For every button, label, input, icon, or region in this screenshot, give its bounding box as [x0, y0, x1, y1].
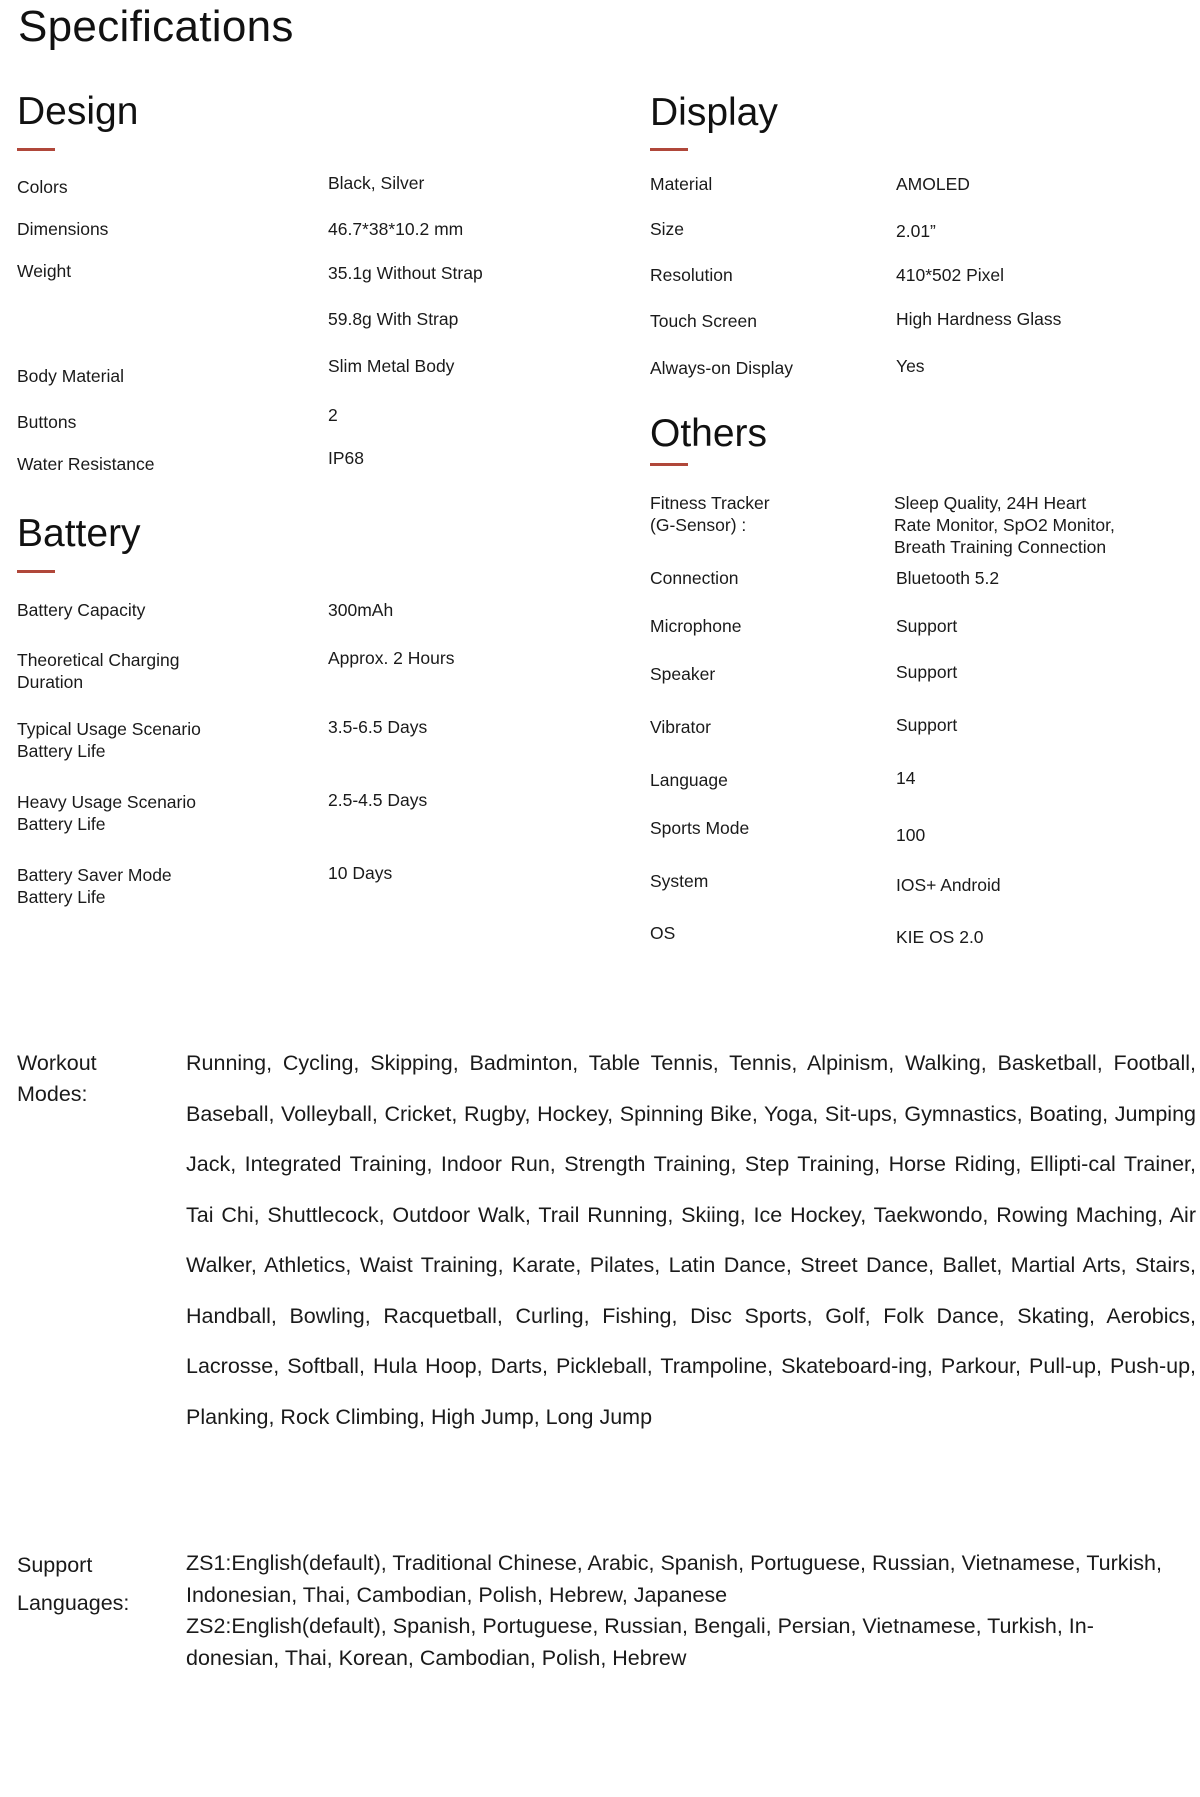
spec-label: Connection: [650, 568, 739, 588]
spec-label: Battery Capacity: [17, 600, 146, 620]
spec-value: 100: [896, 825, 926, 845]
spec-label: Fitness Tracker (G-Sensor) :: [650, 493, 770, 535]
spec-value: 2.01”: [896, 221, 936, 241]
spec-value: IOS+ Android: [896, 875, 1001, 895]
spec-label: Material: [650, 174, 713, 194]
spec-label: Body Material: [17, 366, 124, 386]
spec-label: System: [650, 871, 709, 891]
design-title: Design: [17, 90, 139, 133]
spec-label: Typical Usage Scenario Battery Life: [17, 719, 201, 761]
spec-label: Vibrator: [650, 717, 711, 737]
spec-value: IP68: [328, 448, 364, 468]
languages-zs1: ZS1:English(default), Traditional Chinese, Arabic, Spanish, Portuguese, Russian, Vietnamese, Turkish, Indonesian, Thai, Cambodian, Polish, Hebrew, Japanese: [186, 1551, 1162, 1607]
spec-value: Yes: [896, 356, 925, 376]
spec-label: Weight: [17, 261, 72, 281]
spec-value: AMOLED: [896, 174, 970, 194]
spec-label: Always-on Display: [650, 358, 793, 378]
spec-label: Theoretical Charging Duration: [17, 650, 180, 692]
spec-label: Water Resistance: [17, 454, 155, 474]
spec-label: Microphone: [650, 616, 742, 636]
display-accent-line: [650, 148, 688, 151]
others-accent-line: [650, 463, 688, 466]
spec-label: Colors: [17, 177, 68, 197]
display-title: Display: [650, 91, 778, 134]
spec-value: 14: [896, 768, 916, 788]
spec-label: Touch Screen: [650, 311, 758, 331]
spec-label: Speaker: [650, 664, 716, 684]
spec-value: 3.5-6.5 Days: [328, 717, 428, 737]
spec-value: High Hardness Glass: [896, 309, 1062, 329]
spec-value: Approx. 2 Hours: [328, 648, 455, 668]
others-title: Others: [650, 412, 768, 455]
page-title: Specifications: [18, 2, 294, 51]
battery-title: Battery: [17, 512, 141, 555]
support-languages-label: Support Languages:: [17, 1553, 130, 1615]
spec-value: 59.8g With Strap: [328, 309, 459, 329]
spec-value: 10 Days: [328, 863, 393, 883]
spec-value: 2.5-4.5 Days: [328, 790, 428, 810]
spec-value: KIE OS 2.0: [896, 927, 984, 947]
spec-value: Support: [896, 616, 958, 636]
languages-zs2: ZS2:English(default), Spanish, Portuguese, Russian, Bengali, Persian, Vietnamese, Turkish, In-donesian, Thai, Korean, Cambodian, Polish, Hebrew: [186, 1614, 1094, 1670]
right-column: [650, 0, 1190, 960]
spec-value: Support: [896, 715, 958, 735]
spec-value: 410*502 Pixel: [896, 265, 1004, 285]
spec-value: Support: [896, 662, 958, 682]
workout-modes-text: Running, Cycling, Skipping, Badminton, Table Tennis, Tennis, Alpinism, Walking, Basketball, Football, Baseball, Volleyball, Cricket, Rugby, Hockey, Spinning Bike, Yoga, Sit-ups, Gymnastics, Boating, Jumping Jack, Integrated Training, Indoor Run, Strength Training, Step Training, Horse Riding, Ellipti-cal Trainer, Tai Chi, Shuttlecock, Outdoor Walk, Trail Running, Skiing, Ice Hockey, Taekwondo, Rowing Maching, Air Walker, Athletics, Waist Training, Karate, Pilates, Latin Dance, Street Dance, Ballet, Martial Arts, Stairs, Handball, Bowling, Racquetball, Curling, Fishing, Disc Sports, Golf, Folk Dance, Skating, Aerobics, Lacrosse, Softball, Hula Hoop, Darts, Pickleball, Trampoline, Skateboard-ing, Parkour, Pull-up, Push-up, Planking, Rock Climbing, High Jump, Long Jump: [186, 1051, 1196, 1429]
design-accent-line: [17, 148, 55, 151]
spec-value: 2: [328, 405, 338, 425]
spec-value: 46.7*38*10.2 mm: [328, 219, 464, 239]
spec-label: Language: [650, 770, 728, 790]
left-column: [17, 0, 577, 907]
spec-label: Resolution: [650, 265, 733, 285]
support-languages-text: [186, 1548, 1186, 1674]
spec-label: Sports Mode: [650, 818, 750, 838]
spec-value: Black, Silver: [328, 173, 425, 193]
spec-value: Bluetooth 5.2: [896, 568, 1000, 588]
spec-label: Dimensions: [17, 219, 109, 239]
spec-value: Sleep Quality, 24H Heart Rate Monitor, SpO2 Monitor, Breath Training Connection: [894, 493, 1115, 557]
spec-label: Buttons: [17, 412, 77, 432]
spec-label: Battery Saver Mode Battery Life: [17, 865, 172, 907]
spec-value: 35.1g Without Strap: [328, 263, 483, 283]
spec-label: Size: [650, 219, 685, 239]
spec-value: Slim Metal Body: [328, 356, 455, 376]
spec-label: Heavy Usage Scenario Battery Life: [17, 792, 196, 834]
spec-label: OS: [650, 923, 676, 943]
battery-accent-line: [17, 570, 55, 573]
workout-modes-label: Workout Modes:: [17, 1051, 97, 1106]
spec-value: 300mAh: [328, 600, 394, 620]
